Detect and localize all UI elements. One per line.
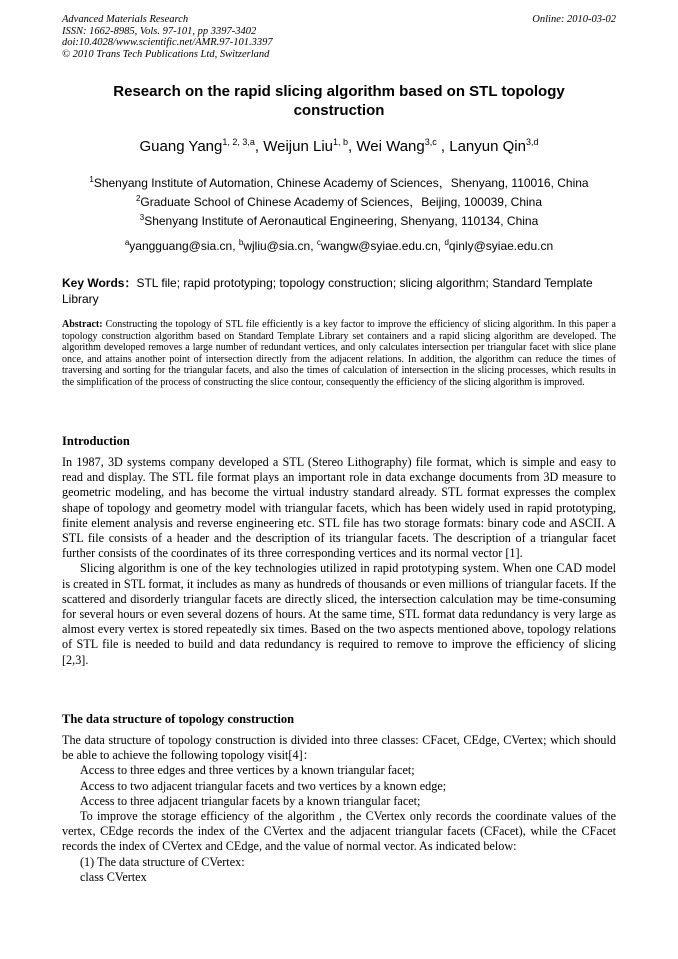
paragraph: Slicing algorithm is one of the key technologies utilized in rapid prototyping system. When one CAD model is created in STL format, it includes as many as hundreds of thousands or even millions of triangular facets. If the scattered and disorderly triangular facets are directly sliced, the intersection calculation may be time-consuming for several hours or even several dozens of hours. At the same time, STL format data redundancy is very large as almost every vertex is stored repeatedly six times. Based on the two aspects mentioned above, topology relations of STL file is needed to build and data redundancy is required to remove to improve the efficiency of slicing [2,3]. <box>62 561 616 667</box>
affiliation-line <box>62 193 616 212</box>
paragraph: The data structure of topology construction is divided into three classes: CFacet, CEdge, CVertex; which should be able to achieve the following topology visit[4]： <box>62 733 616 763</box>
paragraph: In 1987, 3D systems company developed a STL (Stereo Lithography) file format, which is simple and easy to read and display. The STL file format plays an important role in data exchange documents from 3D measure to geometric modeling, and has become the virtual industry standard already. STL format expresses the complex shape of topology and geometry model with triangular facets, which has been widely used in rapid prototyping, finite element analysis and reverse engineering etc. STL file has two storage formats: binary code and ASCII. A STL file consists of a header and the description of its triangular facets. The description of a triangular facet further consists of the coordinates of its three corresponding vertices and its normal vector [1]. <box>62 455 616 561</box>
email-separator: , <box>310 239 317 253</box>
author-name: Lanyun Qin <box>449 138 526 155</box>
email-sup: a <box>124 238 130 247</box>
online-date: Online: 2010-03-02 <box>532 14 616 25</box>
keywords-text: STL file; rapid prototyping; topology construction; slicing algorithm; Standard Template Library <box>62 276 593 306</box>
email-link[interactable]: wjliu@sia.cn <box>243 239 311 253</box>
affiliation-text: Shenyang Institute of Automation, Chinese Academy of Sciences，Shenyang, 110016, China <box>93 176 589 190</box>
journal-header <box>62 14 616 60</box>
list-item: Access to two adjacent triangular facets and two vertices by a known edge; <box>80 778 447 793</box>
author-affil-sup: 3,c <box>424 137 437 147</box>
author-separator: , <box>436 138 450 155</box>
keywords-label: Key Words： <box>62 276 137 290</box>
section-heading-introduction: Introduction <box>62 434 130 448</box>
affiliation-text: Graduate School of Chinese Academy of Sciences，Beijing, 100039, China <box>140 195 543 209</box>
author-list <box>62 137 616 157</box>
email-separator: , <box>437 239 445 253</box>
affiliation-sup: 2 <box>135 194 141 203</box>
data-structure-body <box>62 733 616 885</box>
author-separator: , <box>254 138 264 155</box>
list-item: Access to three adjacent triangular facets by a known triangular facet; <box>80 793 421 808</box>
email-list <box>62 238 616 254</box>
abstract-text: Constructing the topology of STL file efficiently is a key factor to improve the efficiency of slicing algorithm. In this paper a topology construction algorithm based on Standard Template Library set containers and a rapid slicing algorithm are developed. The algorithm developed removes a large number of redundant vertices, and only calculates intersection per triangular facet with slice plane once, and attains another point of intersection directly from the adjacent relations. In addition, the algorithm can reduce the times of traversing and sorting for the triangular facets, and also the times of calculation of intersection in the slicing processes, which results in the simplification of the process of constructing the slice contour, consequently the efficiency of the slicing algorithm is improved. <box>62 319 616 388</box>
introduction-body <box>62 455 616 668</box>
paper-title <box>62 82 616 120</box>
paragraph: To improve the storage efficiency of the algorithm , the CVertex only records the coordinate values of the vertex, CEdge records the index of the CVertex and the adjacent triangular facets (CFacet), while the CFacet records the index of CVertex and CEdge, and the value of normal vector. As indicated below: <box>62 809 616 854</box>
affiliation-text: Shenyang Institute of Aeronautical Engineering, Shenyang, 110134, China <box>144 214 539 228</box>
author-name: Weijun Liu <box>263 138 333 155</box>
author-affil-sup: 1, b <box>333 137 349 147</box>
abstract <box>62 319 616 389</box>
affiliation-sup: 3 <box>139 213 145 222</box>
author-name: Guang Yang <box>139 138 223 155</box>
keywords <box>62 275 616 307</box>
journal-name: Advanced Materials Research <box>62 14 189 25</box>
title-line-2: construction <box>293 102 385 119</box>
author-separator: , <box>348 138 357 155</box>
author-affil-sup: 3,d <box>525 137 539 147</box>
abstract-label: Abstract: <box>62 319 103 330</box>
code-line: class CVertex <box>80 869 147 884</box>
code-caption: (1) The data structure of CVertex: <box>80 854 245 869</box>
author-name: Wei Wang <box>356 138 425 155</box>
affiliations <box>62 174 616 231</box>
email-sup: c <box>316 238 321 247</box>
email-separator: , <box>232 239 239 253</box>
affiliation-line <box>62 212 616 231</box>
email-sup: d <box>444 238 449 247</box>
affiliation-line <box>62 174 616 193</box>
email-link[interactable]: wangw@syiae.edu.cn <box>320 239 438 253</box>
email-link[interactable]: qinly@syiae.edu.cn <box>448 239 554 253</box>
doi-line[interactable]: doi:10.4028/www.scientific.net/AMR.97-101.3397 <box>62 37 273 48</box>
author-affil-sup: 1, 2, 3,a <box>222 137 255 147</box>
affiliation-sup: 1 <box>89 175 94 184</box>
section-heading-data-structure: The data structure of topology construction <box>62 712 295 726</box>
email-link[interactable]: yangguang@sia.cn <box>129 239 233 253</box>
title-line-1: Research on the rapid slicing algorithm based on STL topology <box>113 83 565 100</box>
list-item: Access to three edges and three vertices by a known triangular facet; <box>80 763 415 778</box>
email-sup: b <box>238 238 244 247</box>
issn-line: ISSN: 1662-8985, Vols. 97-101, pp 3397-3402 <box>62 25 257 37</box>
copyright-line: © 2010 Trans Tech Publications Ltd, Switzerland <box>62 48 270 60</box>
